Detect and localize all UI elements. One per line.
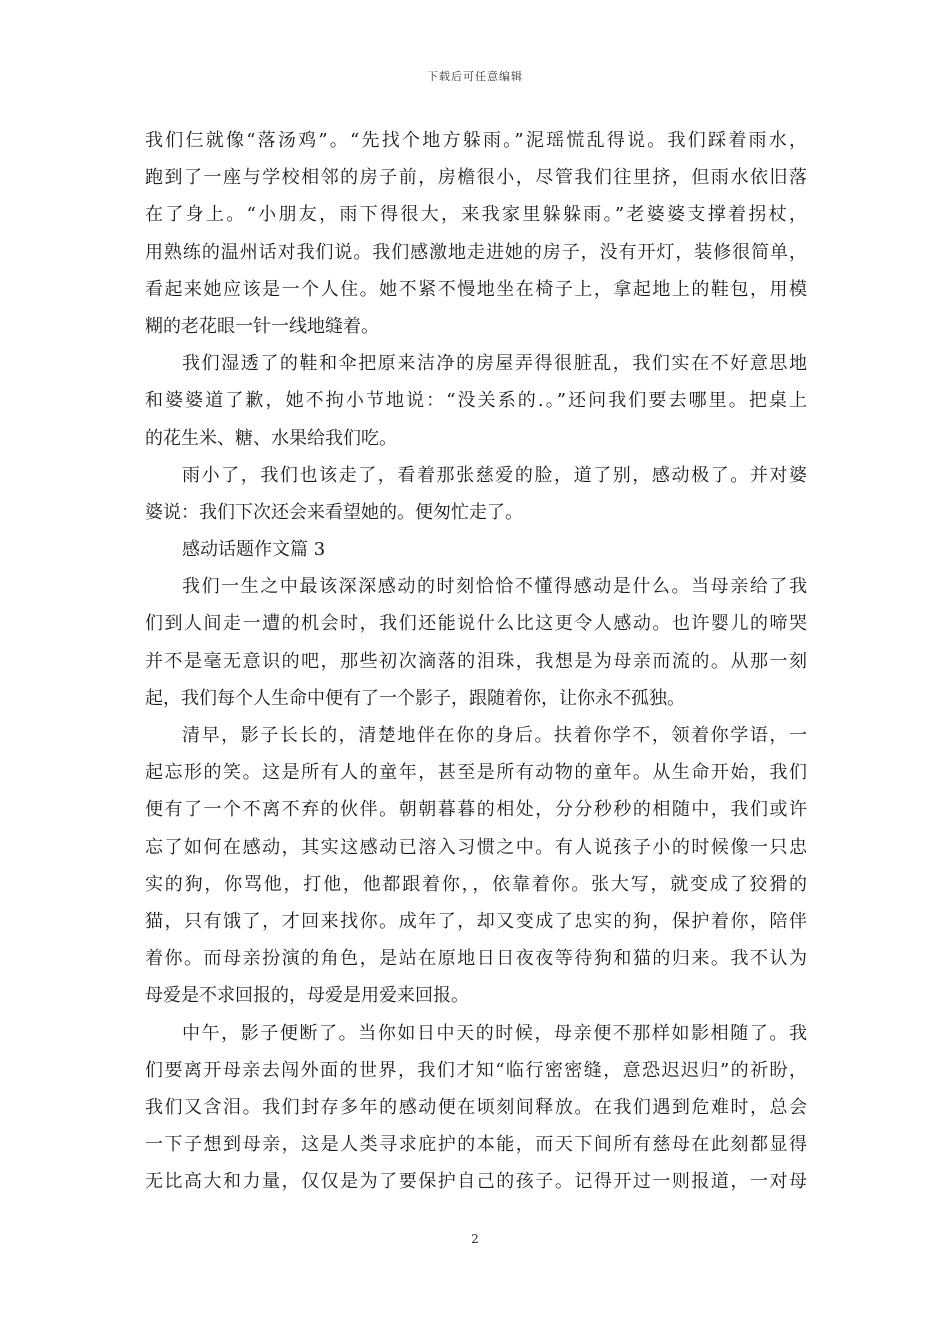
text-line: 并不是毫无意识的吧，那些初次滴落的泪珠，我想是为母亲而流的。从那一刻: [145, 650, 807, 672]
text-line: 中午，影子便断了。当你如日中天的时候，母亲便不那样如影相随了。我: [182, 1022, 807, 1044]
text-line: 我们湿透了的鞋和伞把原来洁净的房屋弄得很脏乱，我们实在不好意思地: [182, 353, 807, 375]
document-body: [145, 122, 807, 1200]
text-line: 们要离开母亲去闯外面的世界，我们才知“临行密密缝，意恐迟迟归”的祈盼，: [145, 1059, 807, 1081]
page-number: 2: [471, 1232, 479, 1246]
text-line: 一下子想到母亲，这是人类寻求庇护的本能，而天下间所有慈母在此刻都显得: [145, 1134, 807, 1156]
text-line: 糊的老花眼一针一线地缝着。: [145, 315, 379, 337]
text-line: 在了身上。“小朋友，雨下得很大，来我家里躲躲雨。”老婆婆支撑着拐杖，: [145, 204, 807, 226]
paragraph: [145, 568, 807, 717]
text-line: 猫，只有饿了，才回来找你。成年了，却又变成了忠实的狗，保护着你，陪伴: [145, 910, 807, 932]
text-line: 母爱是不求回报的，母爱是用爱来回报。: [145, 985, 469, 1007]
text-line: 便有了一个不离不弃的伙伴。朝朝暮暮的相处，分分秒秒的相随中，我们或许: [145, 799, 807, 821]
text-line: 起忘形的笑。这是所有人的童年，甚至是所有动物的童年。从生命开始，我们: [145, 762, 807, 784]
section-heading: [145, 531, 807, 568]
text-line: 的花生米、糖、水果给我们吃。: [145, 427, 397, 449]
text-line: 雨小了，我们也该走了，看着那张慈爱的脸，道了别，感动极了。并对婆: [182, 464, 807, 486]
text-line: 我们仨就像“落汤鸡”。“先找个地方躲雨。”泥瑶慌乱得说。我们踩着雨水，: [145, 130, 807, 151]
text-line: 我们又含泪。我们封存多年的感动便在顷刻间释放。在我们遇到危难时，总会: [145, 1096, 807, 1118]
section-heading-text: 感动话题作文篇 3: [182, 539, 326, 561]
text-line: 实的狗，你骂他，打他，他都跟着你，，依靠着你。张大写，就变成了狡猾的: [145, 873, 807, 895]
paragraph: [145, 345, 807, 457]
text-line: 和婆婆道了歉，她不拘小节地说：“没关系的.。”还问我们要去哪里。把桌上: [145, 390, 807, 412]
text-line: 跑到了一座与学校相邻的房子前，房檐很小，尽管我们往里挤，但雨水依旧落: [145, 167, 807, 189]
text-line: 忘了如何在感动，其实这感动已溶入习惯之中。有人说孩子小的时候像一只忠: [145, 836, 807, 858]
text-line: 着你。而母亲扮演的角色，是站在原地日日夜夜等待狗和猫的归来。我不认为: [145, 948, 807, 970]
text-line: 无比高大和力量，仅仅是为了要保护自己的孩子。记得开过一则报道，一对母: [145, 1171, 807, 1193]
paragraph: [145, 122, 807, 345]
text-line: 起，我们每个人生命中便有了一个影子，跟随着你，让你永不孤独。: [145, 687, 685, 709]
paragraph: [145, 457, 807, 531]
text-line: 用熟练的温州话对我们说。我们感激地走进她的房子，没有开灯，装修很简单，: [145, 241, 807, 263]
paragraph: [145, 1015, 807, 1201]
text-line: 们到人间走一遭的机会时，我们还能说什么比这更令人感动。也许婴儿的啼哭: [145, 613, 807, 635]
text-line: 清早，影子长长的，清楚地伴在你的身后。扶着你学不，领着你学语，一: [182, 725, 807, 746]
text-line: 婆说：我们下次还会来看望她的。便匆忙走了。: [145, 501, 523, 523]
text-line: 看起来她应该是一个人住。她不紧不慢地坐在椅子上，拿起地上的鞋包，用模: [145, 278, 807, 300]
text-line: 我们一生之中最该深深感动的时刻恰恰不懂得感动是什么。当母亲给了我: [182, 576, 807, 598]
paragraph: [145, 717, 807, 1015]
page-header: 下载后可任意编辑: [427, 70, 523, 83]
